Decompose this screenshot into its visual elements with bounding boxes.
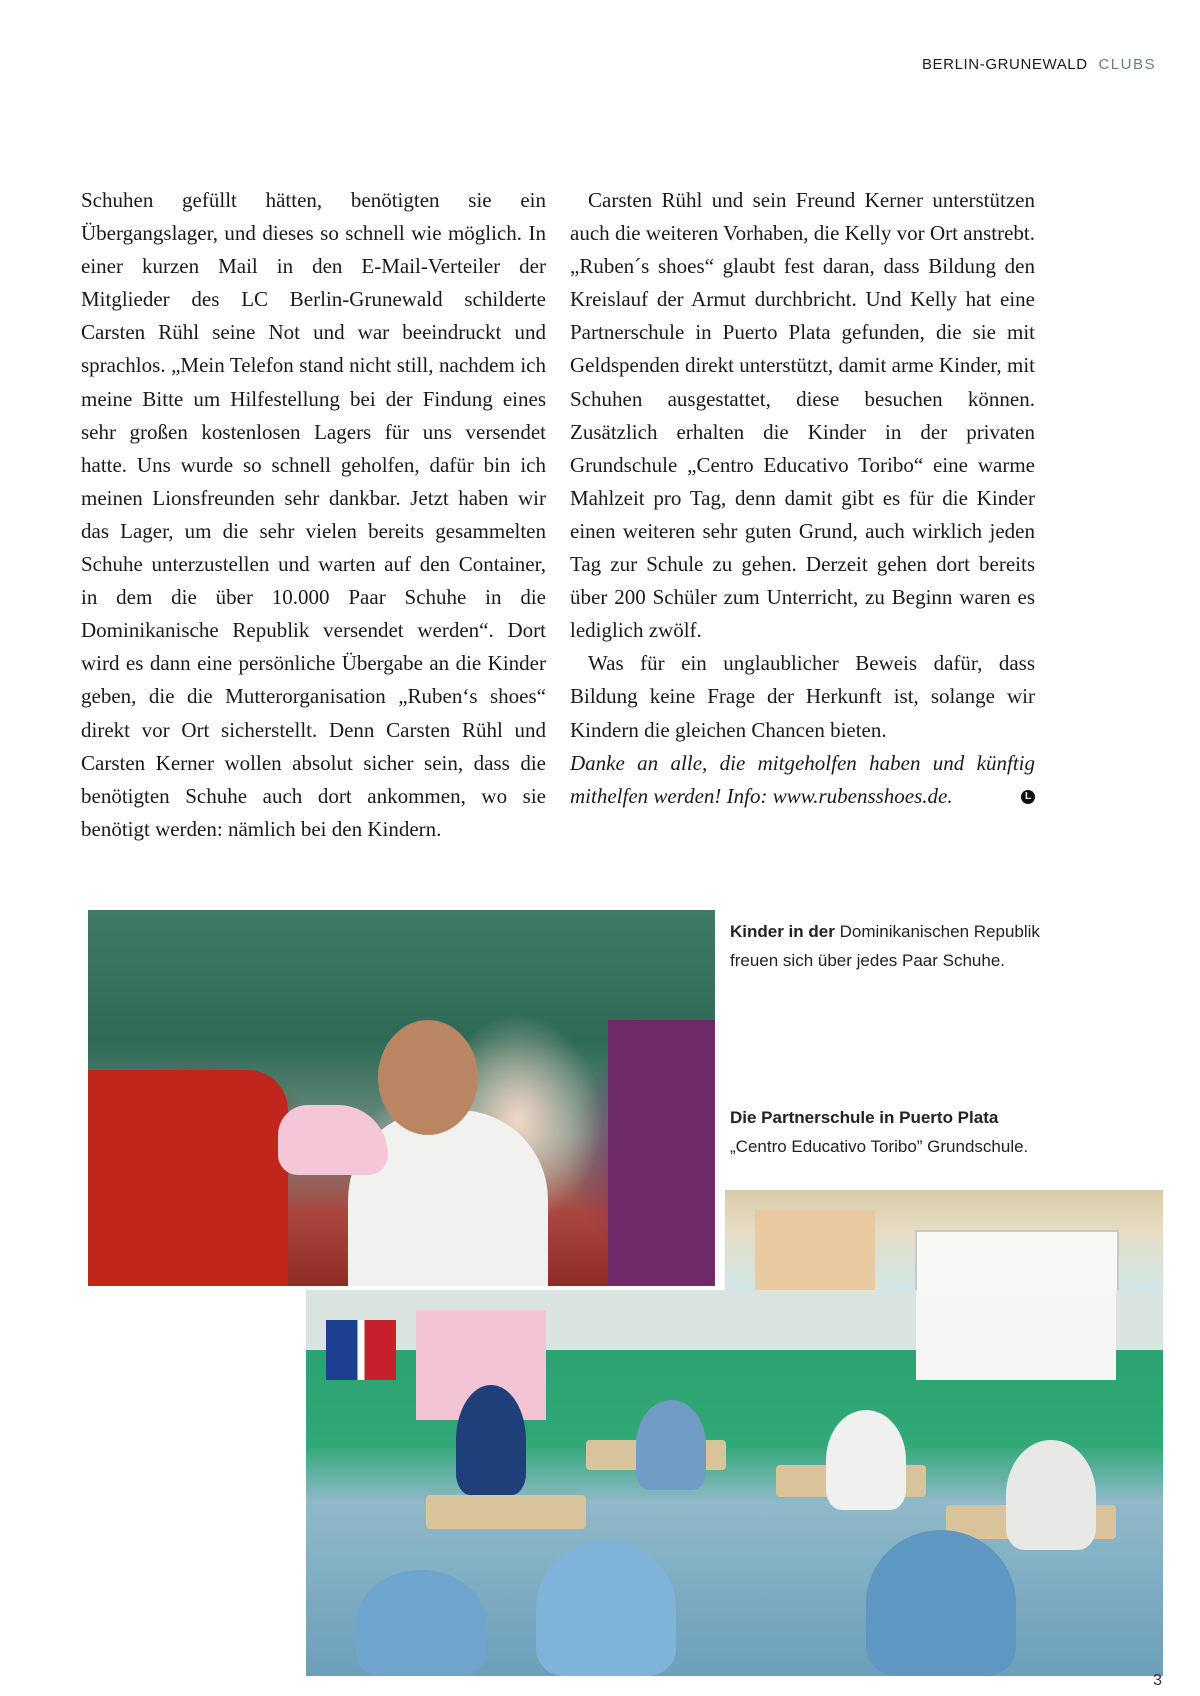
photo-3-student [356,1570,486,1676]
article-left-column [81,184,546,846]
right-paragraph-1: Carsten Rühl und sein Freund Kerner unterstützen auch die weiteren Vorhaben, die Kelly vor Ort anstrebt. „Ruben´s shoes“ glaubt fest daran, dass Bildung den Kreislauf der Armut durchbricht. Und Kelly hat eine Partnerschule in Puerto Plata gefunden, die sie mit Geldspenden direkt unterstützt, damit arme Kinder, mit Schuhen ausgestattet, diese besuchen können. Zusätzlich erhalten die Kinder in der privaten Grundschule „Centro Educativo Toribo“ eine warme Mahlzeit pro Tag, denn damit gibt es für die Kinder einen weiteren sehr guten Grund, auch wirklich jeden Tag zur Schule zu gehen. Derzeit gehen dort bereits über 200 Schüler zum Unterricht, zu Beginn waren es lediglich zwölf. [570,188,1035,643]
photo-classroom-top [725,1190,1163,1290]
photo-1-child-purple [608,1020,715,1286]
photo-classroom [306,1290,1163,1676]
caption-1-text: Dominikanischen Republik freuen sich über jedes Paar Schuhe. [730,922,1040,970]
page-number: 3 [1153,1672,1162,1689]
photo-1-smiling-girl [378,1020,478,1135]
header-section: CLUBS [1098,56,1156,73]
photo-1-pink-shoe [278,1105,388,1175]
photo-3-student [1006,1440,1096,1550]
caption-1-bold: Kinder in der [730,922,835,941]
photo-2-whiteboard [915,1230,1119,1290]
article-right-column [570,184,1035,813]
photo-children-with-shoes [88,910,715,1286]
right-paragraph-2: Was für ein unglaublicher Beweis dafür, dass Bildung keine Frage der Herkunft ist, solange wir Kindern die gleichen Chancen bieten. [570,651,1035,742]
photo-1-red-table [88,1070,288,1286]
photo-3-student [636,1400,706,1490]
lions-end-mark-icon: L [1021,790,1035,804]
photo-caption-school [730,1103,1040,1161]
header-club-name: BERLIN-GRUNEWALD [921,56,1088,73]
photo-3-desk [426,1495,586,1529]
photo-3-flag [326,1320,396,1380]
photo-caption-children [730,917,1040,975]
caption-2-bold: Die Partnerschule in Puerto Plata [730,1108,999,1127]
photo-3-student [826,1410,906,1510]
photo-3-student [536,1540,676,1676]
left-column-text: Schuhen gefüllt hätten, benötigten sie ein Übergangslager, und dieses so schnell wie möglich. In einer kurzen Mail in den E-Mail-Verteiler der Mitglieder des LC Berlin-Grunewald schilderte Carsten Rühl seine Not und war beeindruckt und sprachlos. „Mein Telefon stand nicht still, nachdem ich meine Bitte um Hilfestellung bei der Findung eines sehr großen kostenlosen Lagers für uns versendet hatte. Uns wurde so schnell geholfen, dafür bin ich meinen Lionsfreunden sehr dankbar. Jetzt haben wir das Lager, um die sehr vielen bereits gesammelten Schuhe unterzustellen und warten auf den Container, in dem die über 10.000 Paar Schuhe in die Dominikanische Republik versendet werden“. Dort wird es dann eine persönliche Übergabe an die Kinder geben, die die Mutterorganisation „Ruben‘s shoes“ direkt vor Ort sicherstellt. Denn Carsten Rühl und Carsten Kerner wollen absolut sicher sein, dass die benötigten Schuhe auch dort ankommen, wo sie benötigt werden: nämlich bei den Kindern. [81,188,546,841]
photo-3-student [866,1530,1016,1676]
running-header [922,56,1156,73]
thanks-text: Danke an alle, die mitgeholfen haben und künftig mithelfen werden! Info: www.rubensshoes.de. [570,750,1035,808]
thanks-note [570,747,1035,813]
photo-2-poster [755,1210,875,1290]
photo-3-student [456,1385,526,1495]
photo-3-whiteboard [916,1290,1116,1380]
caption-2-text: „Centro Educativo Toribo” Grundschule. [730,1137,1029,1156]
